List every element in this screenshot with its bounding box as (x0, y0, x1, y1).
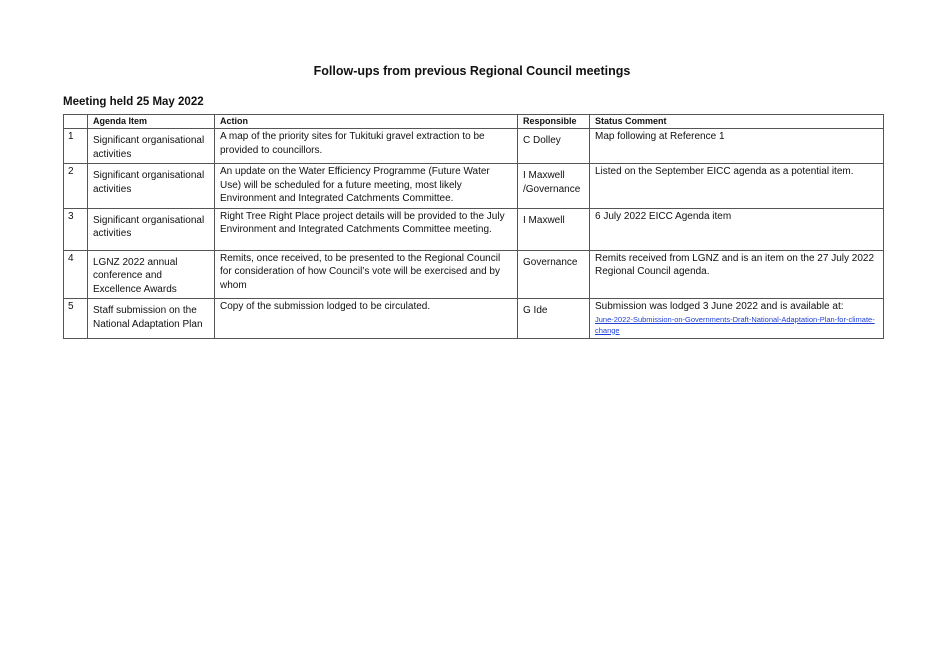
action-cell: Right Tree Right Place project details will be provided to the July Environment and Integrated Catchments Committee meeting. (215, 208, 518, 250)
header-agenda-item: Agenda Item (88, 115, 215, 129)
header-status-comment: Status Comment (590, 115, 884, 129)
row-number: 2 (64, 164, 88, 209)
status-comment-cell: Listed on the September EICC agenda as a potential item. (590, 164, 884, 209)
table-row (64, 250, 884, 299)
action-cell: Remits, once received, to be presented to the Regional Council for consideration of how Council’s vote will be exercised and by whom (215, 250, 518, 299)
responsible-cell: G Ide (518, 299, 590, 339)
status-comment-cell: Map following at Reference 1 (590, 129, 884, 164)
agenda-item-cell: Significant organisational activities (88, 208, 215, 250)
header-number (64, 115, 88, 129)
follow-ups-table (63, 114, 884, 339)
page-title: Follow-ups from previous Regional Council meetings (313, 64, 631, 78)
responsible-cell: I Maxwell /Governance (518, 164, 590, 209)
responsible-cell: I Maxwell (518, 208, 590, 250)
action-cell: An update on the Water Efficiency Programme (Future Water Use) will be scheduled for a future meeting, most likely Environment and Integrated Catchments Committee. (215, 164, 518, 209)
status-comment-text: Submission was lodged 3 June 2022 and is available at: (595, 301, 844, 312)
submission-link[interactable]: June-2022-Submission-on-Governments-Draft-National-Adaptation-Plan-for-climate-change (595, 314, 875, 335)
status-comment-cell: Remits received from LGNZ and is an item on the 27 July 2022 Regional Council agenda. (590, 250, 884, 299)
agenda-item-cell: Staff submission on the National Adaptation Plan (88, 299, 215, 339)
agenda-item-cell: Significant organisational activities (88, 164, 215, 209)
table-header-row (64, 115, 884, 129)
responsible-cell: Governance (518, 250, 590, 299)
table-row (64, 129, 884, 164)
meeting-heading: Meeting held 25 May 2022 (63, 96, 204, 108)
action-cell: Copy of the submission lodged to be circulated. (215, 299, 518, 339)
row-number: 1 (64, 129, 88, 164)
header-responsible: Responsible (518, 115, 590, 129)
table-row (64, 164, 884, 209)
row-number: 4 (64, 250, 88, 299)
agenda-item-cell: Significant organisational activities (88, 129, 215, 164)
table-row (64, 208, 884, 250)
status-comment-cell: 6 July 2022 EICC Agenda item (590, 208, 884, 250)
status-comment-cell (590, 299, 884, 339)
responsible-cell: C Dolley (518, 129, 590, 164)
header-action: Action (215, 115, 518, 129)
action-cell: A map of the priority sites for Tukituki gravel extraction to be provided to councillors. (215, 129, 518, 164)
agenda-item-cell: LGNZ 2022 annual conference and Excellence Awards (88, 250, 215, 299)
row-number: 3 (64, 208, 88, 250)
row-number: 5 (64, 299, 88, 339)
table-row (64, 299, 884, 339)
